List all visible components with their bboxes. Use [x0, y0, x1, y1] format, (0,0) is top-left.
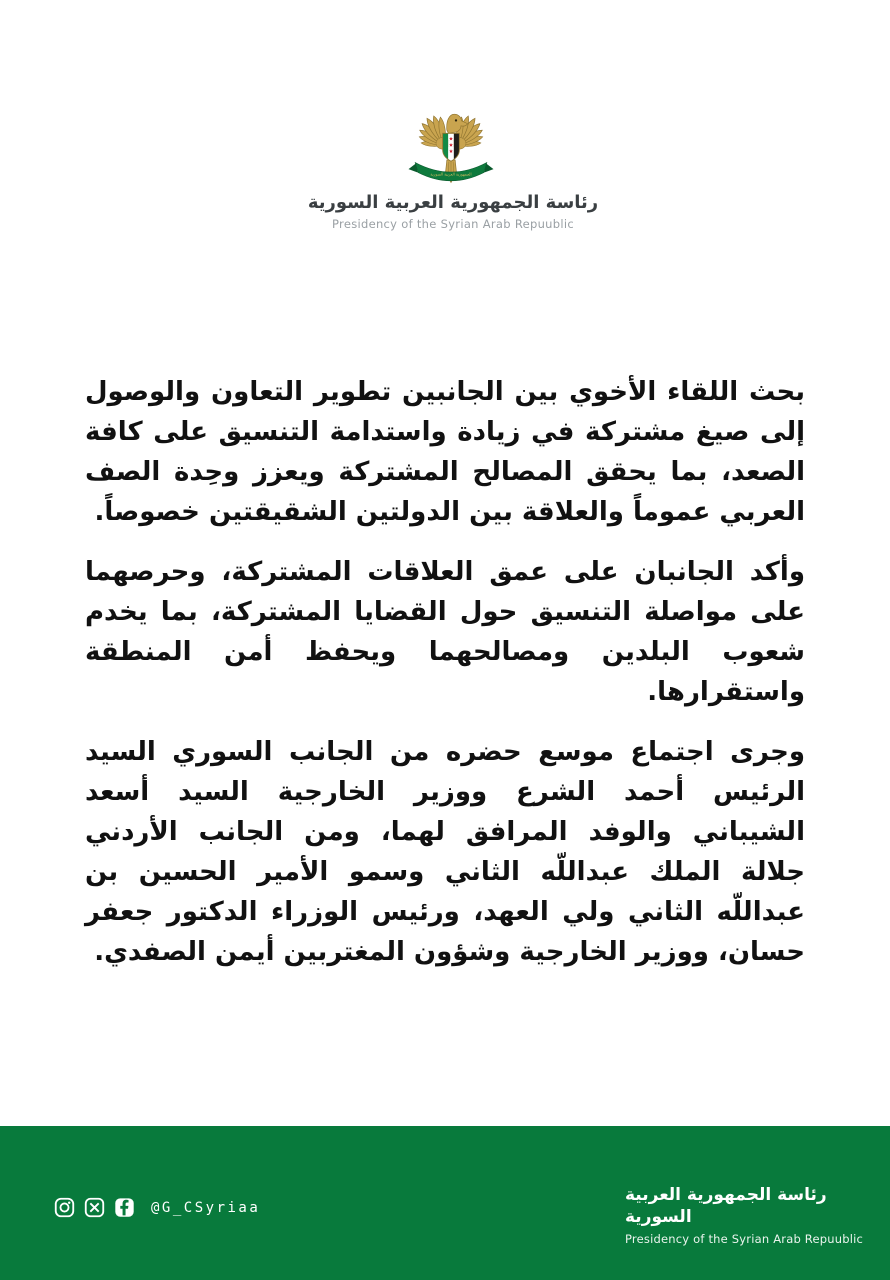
footer-title-english: Presidency of the Syrian Arab Repuublic — [625, 1232, 864, 1246]
header-title-arabic: رئاسة الجمهورية العربية السورية — [307, 192, 599, 213]
footer-bar — [0, 1126, 890, 1280]
instagram-icon[interactable] — [54, 1197, 75, 1218]
syrian-eagle-emblem — [397, 110, 505, 190]
x-icon[interactable] — [84, 1197, 105, 1218]
footer-title-arabic: رئاسة الجمهورية العربية السورية — [625, 1185, 827, 1227]
facebook-icon[interactable] — [114, 1197, 135, 1218]
footer-brand — [625, 1184, 890, 1246]
statement-body — [85, 372, 805, 972]
social-handle: @G_CSyriaa — [151, 1199, 261, 1216]
header-title-english: Presidency of the Syrian Arab Repuublic — [332, 217, 574, 231]
statement-paragraph-1: بحث اللقاء الأخوي بين الجانبين تطوير التعاون والوصول إلى صيغ مشتركة في زيادة واستدامة التنسيق على كافة الصعد، بما يحقق المصالح المشتركة ويعزز وحِدة الصف العربي عموماً والعلاقة بين الدولتين الشقيقتين خصوصاً. — [85, 377, 805, 527]
statement-paragraph-3: وجرى اجتماع موسع حضره من الجانب السوري السيد الرئيس أحمد الشرع ووزير الخارجية السيد أسعد الشيباني والوفد المرافق لهما، ومن الجانب الأردني جلالة الملك عبداللّه الثاني وسمو الأمير الحسين بن عبداللّه الثاني ولي العهد، ورئيس الوزراء الدكتور جعفر حسان، ووزير الخارجية وشؤون المغتربين أيمن الصفدي. — [85, 737, 805, 967]
statement-paragraph-2: وأكد الجانبان على عمق العلاقات المشتركة، وحرصهما على مواصلة التنسيق حول القضايا المشتركة، بما يخدم شعوب البلدين ومصالحهما ويحفظ أمن المنطقة واستقرارها. — [85, 557, 805, 707]
social-links-row — [54, 1197, 260, 1218]
emblem-ribbon-text: الجمهورية العربية السورية — [430, 171, 472, 177]
